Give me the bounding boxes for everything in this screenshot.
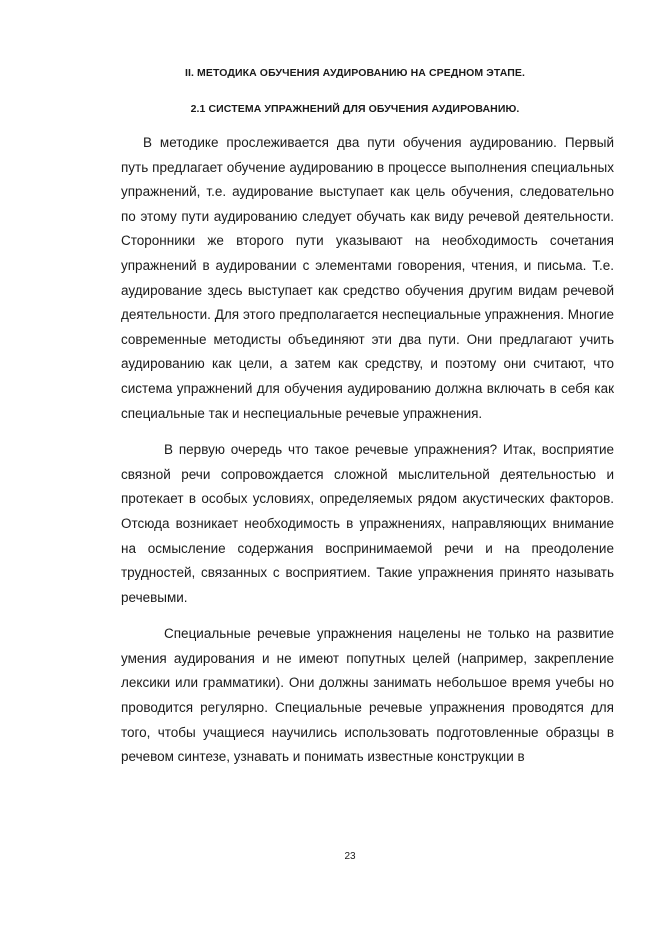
paragraph-1: В методике прослеживается два пути обучения аудированию. Первый путь предлагает обучение аудированию в процессе выполнения специальных упражнений, т.е. аудирование выступает как цель обучения, следовательно по этому пути аудированию следует обучать как виду речевой деятельности. Сторонники же второго пути указывают на необходимость сочетания упражнений в аудировании с элементами говорения, чтения, и письма. Т.е. аудирование здесь выступает как средство обучения другим видам речевой деятельности. Для этого предполагается неспециальные упражнения. Многие современные методисты объединяют эти два пути. Они предлагают учить аудированию как цели, а затем как средству, и поэтому они считают, что система упражнений для обучения аудированию должна включать в себя как специальные так и неспециальные речевые упражнения.	[121, 135, 614, 421]
section-title: II. МЕТОДИКА ОБУЧЕНИЯ АУДИРОВАНИЮ НА СРЕДНОМ ЭТАПЕ.	[184, 67, 526, 79]
paragraph-2: В первую очередь что такое речевые упражнения? Итак, восприятие связной речи сопровождается сложной мыслительной деятельностью и протекает в особых условиях, определяемых рядом акустических факторов. Отсюда возникает необходимость в упражнениях, направляющих внимание на осмысление содержания воспринимаемой речи и на преодоление трудностей, связанных с восприятием. Такие упражнения принято называть речевыми.	[121, 442, 614, 605]
page-number: 23	[344, 851, 356, 862]
body-text	[121, 131, 614, 770]
subsection-title: 2.1 СИСТЕМА УПРАЖНЕНИЙ ДЛЯ ОБУЧЕНИЯ АУДИРОВАНИЮ.	[190, 103, 520, 115]
paragraph-3: Специальные речевые упражнения нацелены не только на развитие умения аудирования и не имеют попутных целей (например, закрепление лексики или грамматики). Они должны занимать небольшое время учебы но проводится регулярно. Специальные речевые упражнения проводятся для того, чтобы учащиеся научились использовать подготовленные образцы в речевом синтезе, узнавать и понимать известные конструкции в	[121, 626, 614, 765]
